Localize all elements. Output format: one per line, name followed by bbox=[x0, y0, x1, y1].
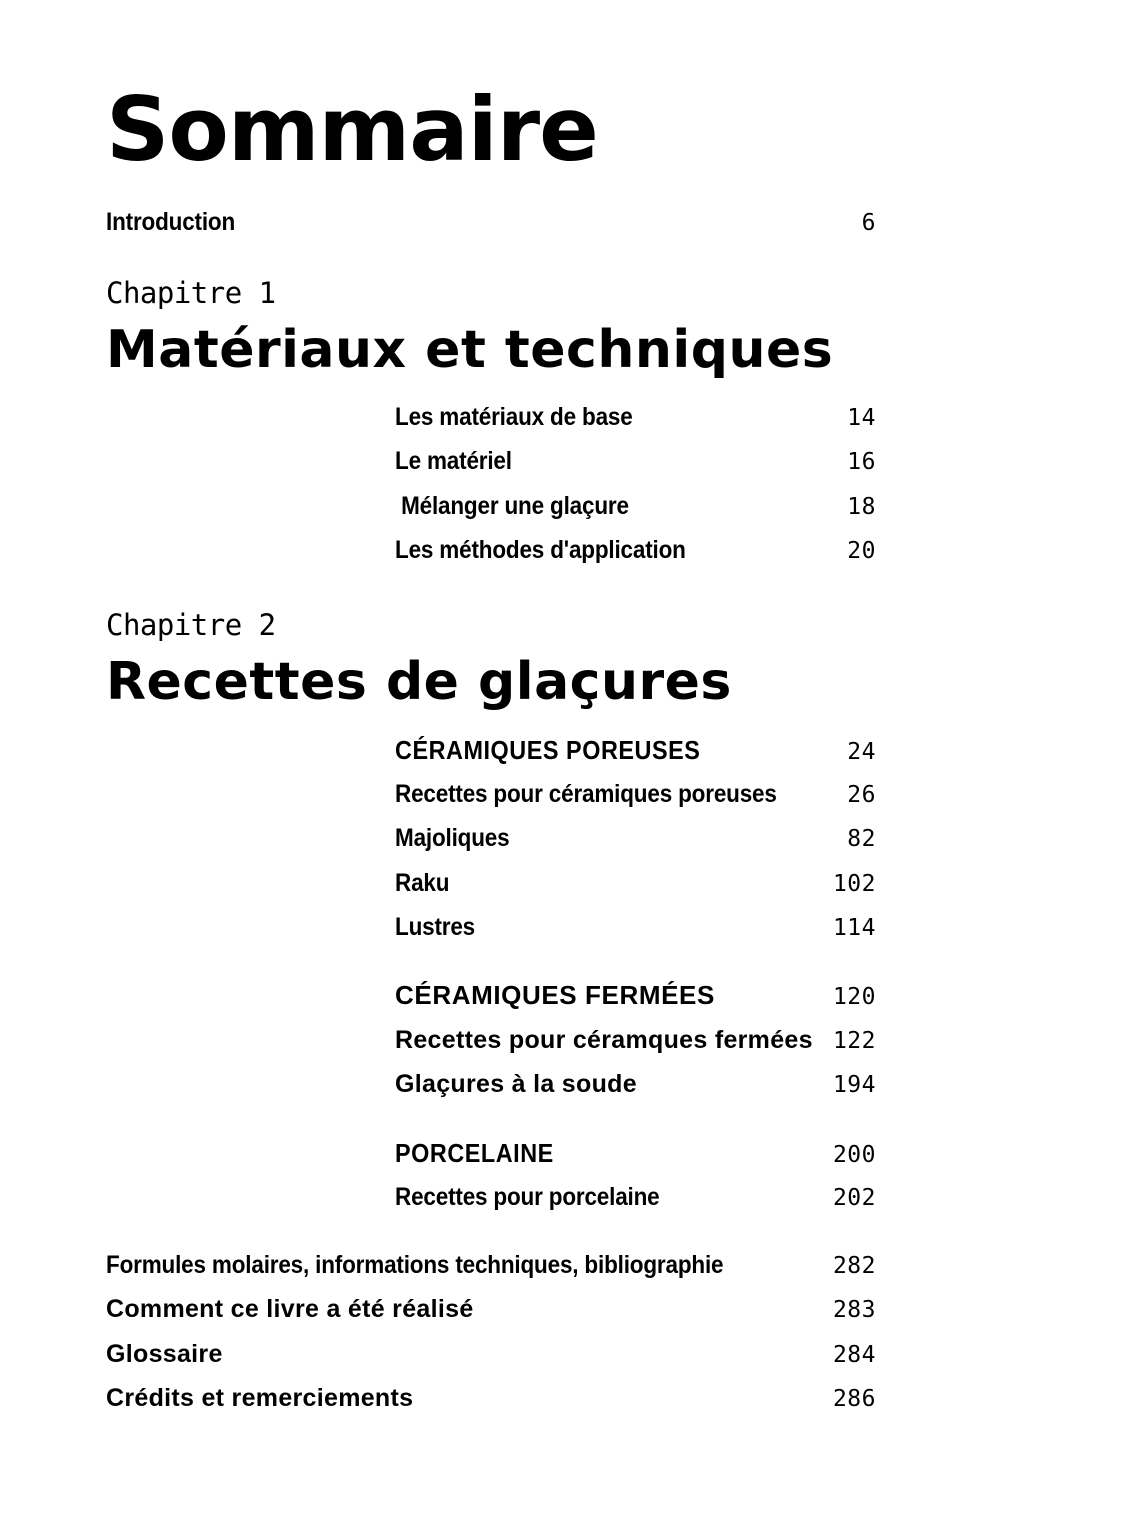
toc-entry-page: 284 bbox=[832, 1342, 876, 1368]
toc-entry-page: 14 bbox=[847, 405, 876, 431]
toc-section-label: CÉRAMIQUES FERMÉES bbox=[395, 980, 715, 1010]
page-title: Sommaire bbox=[106, 78, 598, 181]
toc-entry-label: Glossaire bbox=[106, 1340, 223, 1368]
toc-entry[interactable] bbox=[395, 824, 876, 853]
chapter-1-label: Chapitre 1 bbox=[106, 276, 276, 310]
toc-entry-label: Majoliques bbox=[395, 824, 510, 852]
toc-entry[interactable] bbox=[395, 492, 876, 521]
toc-entry-page: 6 bbox=[861, 210, 876, 236]
toc-entry-label: Comment ce livre a été réalisé bbox=[106, 1295, 474, 1323]
toc-entry-page: 286 bbox=[832, 1386, 876, 1412]
toc-entry-page: 82 bbox=[847, 826, 876, 852]
toc-entry-label: Introduction bbox=[106, 208, 236, 236]
toc-entry-page: 202 bbox=[832, 1185, 876, 1211]
toc-entry-page: 26 bbox=[847, 782, 876, 808]
toc-entry[interactable] bbox=[395, 536, 876, 565]
toc-entry-page: 120 bbox=[832, 984, 876, 1010]
toc-entry-back-matter[interactable] bbox=[106, 1251, 876, 1280]
toc-entry-label: Les méthodes d'application bbox=[395, 536, 686, 564]
toc-section-heading[interactable] bbox=[395, 735, 876, 766]
toc-entry[interactable] bbox=[395, 780, 876, 809]
toc-entry-page: 122 bbox=[832, 1028, 876, 1054]
toc-entry-label: Recettes pour céramiques poreuses bbox=[395, 780, 777, 808]
toc-entry[interactable] bbox=[395, 1026, 876, 1055]
toc-entry-page: 282 bbox=[832, 1253, 876, 1279]
toc-entry-label: Les matériaux de base bbox=[395, 403, 633, 431]
toc-entry-label: Recettes pour céramques fermées bbox=[395, 1026, 813, 1054]
toc-entry-label: Recettes pour porcelaine bbox=[395, 1183, 660, 1211]
toc-entry-page: 20 bbox=[847, 538, 876, 564]
toc-entry-page: 102 bbox=[832, 871, 876, 897]
toc-entry[interactable] bbox=[395, 1070, 876, 1099]
toc-entry-label: Mélanger une glaçure bbox=[395, 492, 629, 520]
toc-entry-label: Crédits et remerciements bbox=[106, 1384, 414, 1412]
toc-entry-page: 114 bbox=[832, 915, 876, 941]
toc-section-heading[interactable] bbox=[395, 980, 876, 1011]
toc-entry-page: 16 bbox=[847, 449, 876, 475]
toc-entry[interactable] bbox=[395, 1183, 876, 1212]
toc-entry-page: 283 bbox=[832, 1297, 876, 1323]
toc-entry-label: Le matériel bbox=[395, 447, 512, 475]
toc-section-heading[interactable] bbox=[395, 1138, 876, 1169]
toc-entry[interactable] bbox=[395, 913, 876, 942]
toc-entry[interactable] bbox=[395, 869, 876, 898]
toc-entry-introduction[interactable] bbox=[106, 208, 876, 237]
toc-entry-page: 194 bbox=[832, 1072, 876, 1098]
toc-entry-label: Raku bbox=[395, 869, 450, 897]
toc-entry[interactable] bbox=[395, 447, 876, 476]
toc-entry-back-matter[interactable] bbox=[106, 1384, 876, 1413]
chapter-1-title: Matériaux et techniques bbox=[106, 320, 834, 380]
toc-entry-page: 18 bbox=[847, 494, 876, 520]
toc-entry-label: Formules molaires, informations techniques, bibliographie bbox=[106, 1251, 724, 1279]
toc-section-label: CÉRAMIQUES POREUSES bbox=[395, 735, 701, 765]
toc-entry-page: 200 bbox=[832, 1142, 876, 1168]
chapter-2-label: Chapitre 2 bbox=[106, 608, 276, 642]
toc-section-label: PORCELAINE bbox=[395, 1138, 554, 1168]
chapter-2-title: Recettes de glaçures bbox=[106, 652, 732, 712]
toc-entry-label: Lustres bbox=[395, 913, 476, 941]
toc-entry-label: Glaçures à la soude bbox=[395, 1070, 637, 1098]
toc-entry-page: 24 bbox=[847, 739, 876, 765]
toc-entry-back-matter[interactable] bbox=[106, 1340, 876, 1369]
toc-entry[interactable] bbox=[395, 403, 876, 432]
toc-entry-back-matter[interactable] bbox=[106, 1295, 876, 1324]
